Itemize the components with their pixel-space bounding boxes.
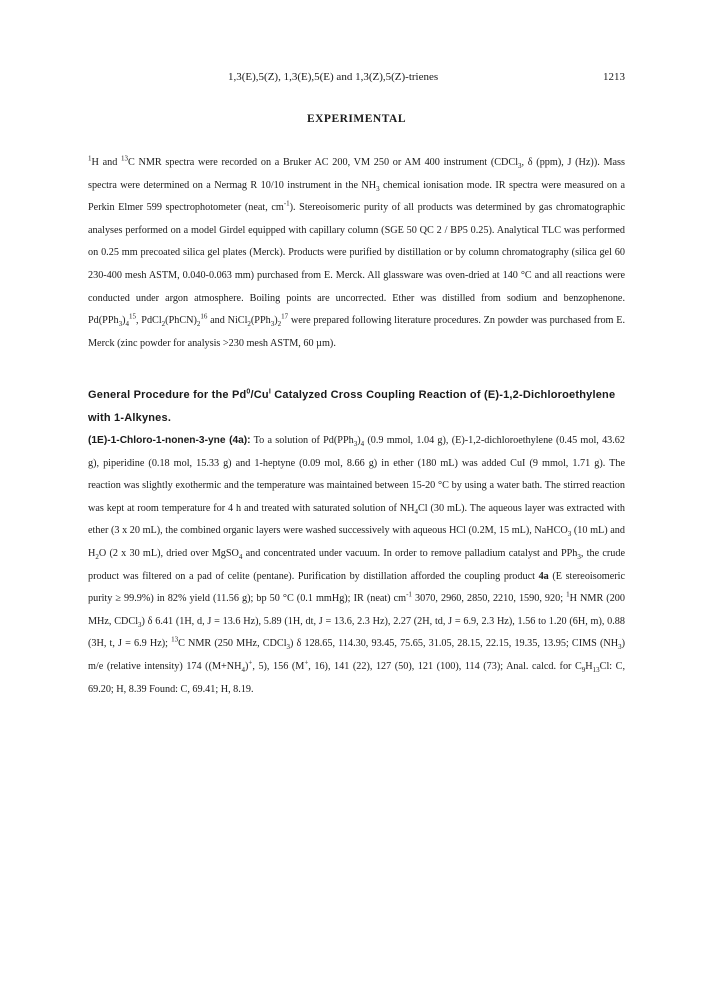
procedure-paragraph: (1E)-1-Chloro-1-nonen-3-yne (4a): To a solution of $Pd(PPh_3)_4$ (0.9 mmol, 1.04 g), (E)-1,2-dichloroethylene (0.45 mol, 43.62 g), piperidine (0.18 mol, 15.33 g) and 1-heptyne (0.09 mol, 8.66 g) in ether (180 mL) was added CuI (9 mmol, 1.71 g). The reaction was slightly exothermic and the temperature was maintained between 15-20 °C by using a water bath. The stirred reaction was kept at room temperature for 4 h and treated with saturated solution of $NH_4Cl$ (30 mL). The aqueous layer was extracted with ether (3 x 20 mL), the combined organic layers were washed successively with aqueous HCl (0.2M, 15 mL), NaHCO$_3$ (10 mL) and $H_2O$ (2 x 30 mL), dried over MgSO$_4$ and concentrated under vacuum. In order to remove palladium catalyst and PPh$_3$, the crude product was filtered on a pad of celite (pentane). Purification by distillation afforded the coupling product 4a (E stereoisomeric purity ≥ 99.9%) in 82% yield (11.56 g); bp 50 °C (0.1 mmHg); IR (neat) $cm^{-1}$ 3070, 2960, 2850, 2210, 1590, 920; $^1$H NMR (200 MHz, CDCl$_3$) δ 6.41 (1H, d, J = 13.6 Hz), 5.89 (1H, dt, J = 13.6, 2.3 Hz), 2.27 (2H, td, J = 6.9, 2.3 Hz), 1.56 to 1.20 (6H, m), 0.88 (3H, t, J = 6.9 Hz); $^{13}$C NMR (250 MHz, CDCl$_3$) δ 128.65, 114.30, 93.45, 75.65, 31.05, 28.15, 22.15, 19.35, 13.95; CIMS $(NH_3)$ m/e (relative intensity) 174 ($(M+NH_4)^+$, 5), 156 (M+, 16), 141 (22), 127 (50), 121 (100), 114 (73); Anal. calcd. for $C_9H_{13}Cl$: C, 69.20; H, 8.39 Found: C, 69.41; H, 8.19. [88, 435, 626, 695]
intro-paragraph: $^1$H and $^{13}$C NMR spectra were recorded on a Bruker AC 200, VM 250 or AM 400 instrument (CDCl$_3$, δ (ppm), J (Hz)). Mass spectra were determined on a Nermag R 10/10 instrument in the $NH_3$ chemical ionisation mode. IR spectra were measured on a Perkin Elmer 599 spectrophotometer (neat, $cm^{-1}$). Stereoisomeric purity of all products was determined by gas chromatographic analyses performed on a model Girdel equipped with capillary column (SGE 50 QC 2 / BP5 0.25). Analytical TLC was performed on 0.25 mm precoated silica gel plates (Merck). Products were purified by distillation or by column chromatography (silica gel 60 230-400 mesh ASTM, 0.040-0.063 mm) purchased from E. Merck. All glassware was oven-dried at 140 °C and all reactions were conducted under argon atmosphere. Boiling points are uncorrected. Ether was distilled from sodium and benzophenone. $Pd(PPh_3)_4^{15}$, $PdCl_2(PhCN)_2^{16}$ and $NiCl_2(PPh_3)_2^{17}$ were prepared following literature procedures. Zn powder was purchased from E. Merck (zinc powder for analysis >230 mesh ASTM, 60 µm). [88, 154, 626, 349]
product-label: 4a [538, 570, 549, 582]
compound-name: (1E)-1-Chloro-1-nonen-3-yne (4a): [88, 435, 251, 446]
running-head-title: 1,3(E),5(Z), 1,3(E),5(E) and 1,3(Z),5(Z)-trienes [228, 71, 439, 83]
general-procedure-heading: General Procedure for the $Pd^0/Cu^I$ Catalyzed Cross Coupling Reaction of (E)-1,2-Dichloroethylene with 1-Alkynes. [88, 388, 616, 424]
running-header [88, 70, 625, 86]
page-number: 1213 [603, 71, 625, 83]
section-title: EXPERIMENTAL [306, 113, 407, 125]
